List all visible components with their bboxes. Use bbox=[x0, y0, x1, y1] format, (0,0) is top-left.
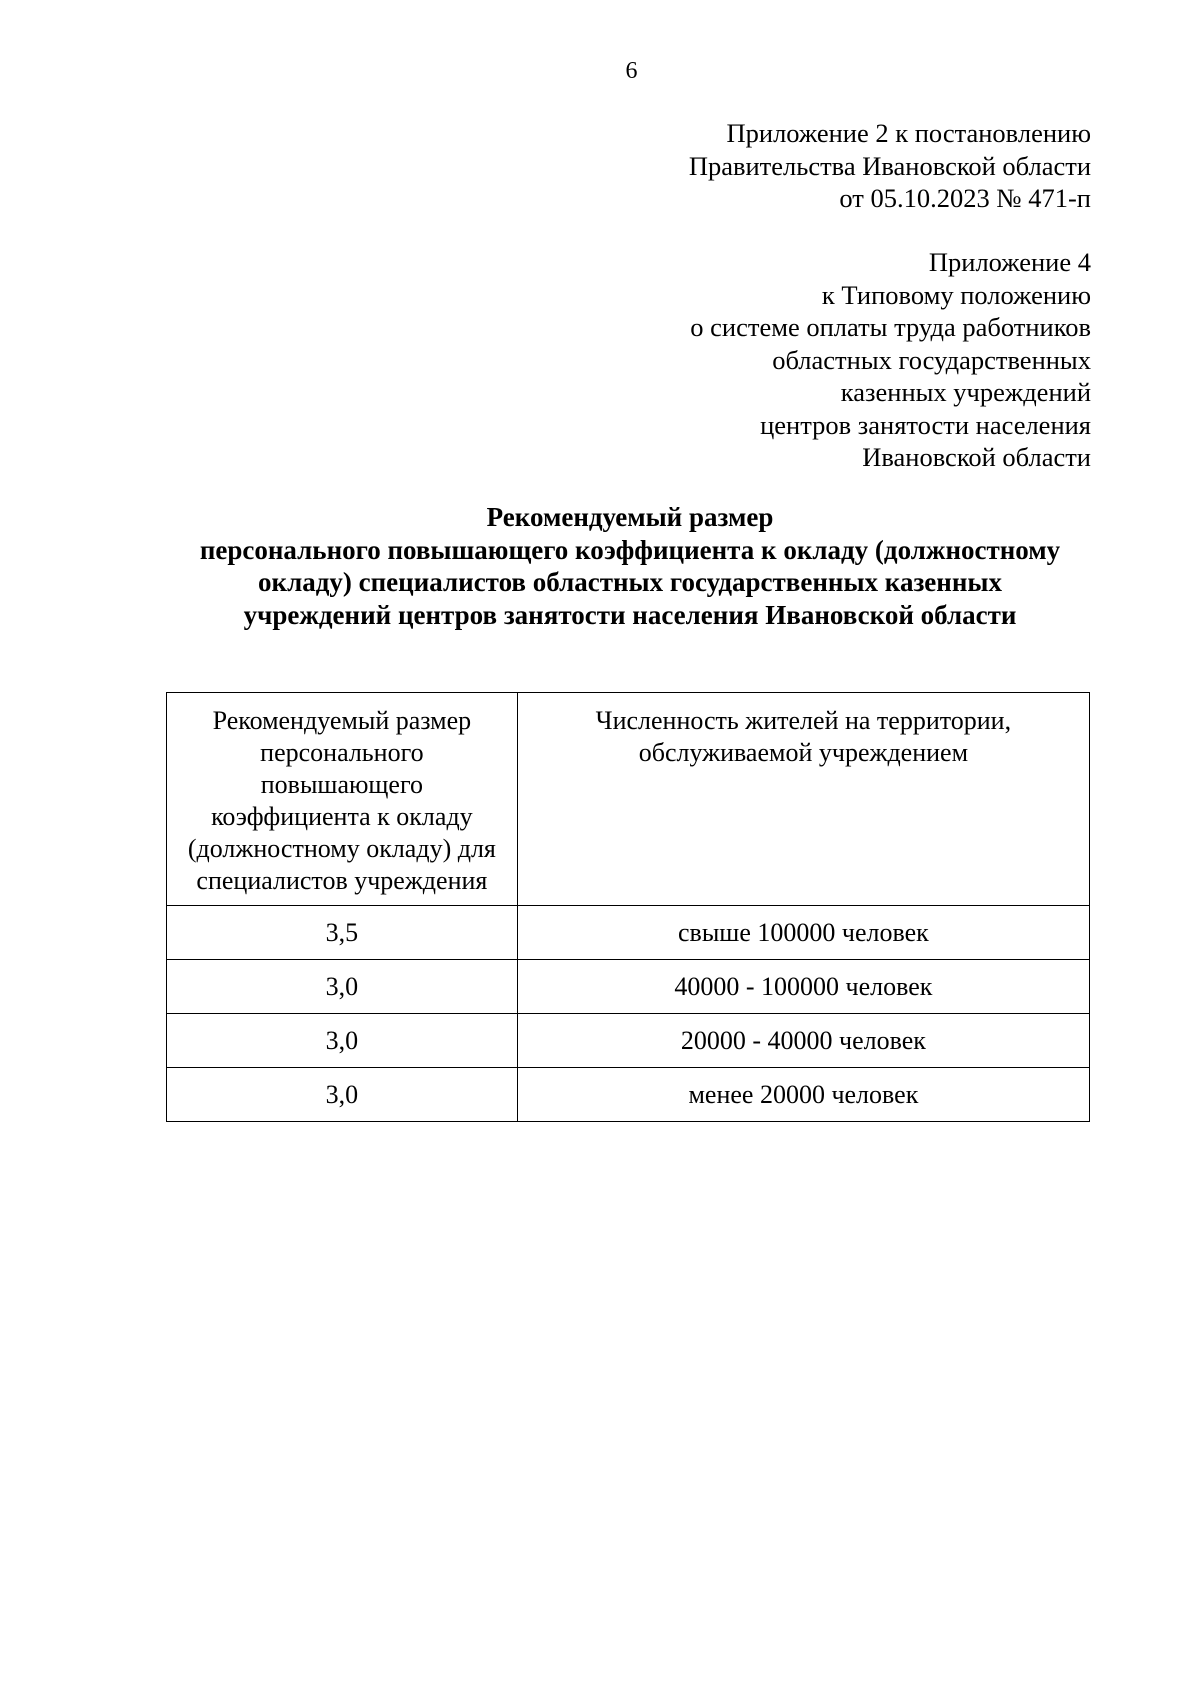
annex-line: Правительства Ивановской области bbox=[688, 150, 1091, 181]
title-line: персонального повышающего коэффициента к окладу (должностному bbox=[199, 534, 1061, 565]
coefficient-cell: 3,5 bbox=[167, 906, 518, 960]
header-line: обслуживаемой учреждением bbox=[638, 738, 969, 767]
annex-line: Приложение 2 к постановлению bbox=[726, 118, 1091, 148]
header-population bbox=[517, 693, 1089, 906]
population-cell: менее 20000 человек bbox=[517, 1068, 1089, 1122]
table-row bbox=[167, 1068, 1090, 1122]
annex-reference-resolution bbox=[689, 117, 1091, 215]
table-row bbox=[167, 960, 1090, 1014]
table-row bbox=[167, 906, 1090, 960]
coefficient-table bbox=[166, 692, 1090, 1122]
page-number: 6 bbox=[625, 58, 638, 84]
table-header-row bbox=[167, 693, 1090, 906]
header-line: (должностному окладу) для bbox=[187, 834, 496, 863]
annex-reference-regulation bbox=[690, 246, 1091, 474]
annex-line: от 05.10.2023 № 471-п bbox=[839, 183, 1091, 213]
header-coefficient bbox=[167, 693, 518, 906]
population-cell: 40000 - 100000 человек bbox=[517, 960, 1089, 1014]
header-line: специалистов учреждения bbox=[196, 866, 488, 895]
header-line: Численность жителей на территории, bbox=[595, 706, 1012, 735]
population-cell: 20000 - 40000 человек bbox=[517, 1014, 1089, 1068]
annex-line: центров занятости населения bbox=[760, 409, 1091, 440]
table-row bbox=[167, 1014, 1090, 1068]
header-line: персонального bbox=[260, 738, 424, 767]
title-line: окладу) специалистов областных государственных казенных bbox=[258, 567, 1002, 597]
coefficient-cell: 3,0 bbox=[167, 960, 518, 1014]
title-line: учреждений центров занятости населения Ивановской области bbox=[243, 599, 1017, 630]
population-cell: свыше 100000 человек bbox=[517, 906, 1089, 960]
annex-line: казенных учреждений bbox=[840, 377, 1091, 407]
annex-line: Ивановской области bbox=[862, 442, 1091, 472]
annex-line: Приложение 4 bbox=[928, 247, 1091, 277]
annex-line: о системе оплаты труда работников bbox=[690, 312, 1091, 342]
annex-line: областных государственных bbox=[772, 344, 1091, 375]
coefficient-cell: 3,0 bbox=[167, 1014, 518, 1068]
annex-line: к Типовому положению bbox=[821, 279, 1091, 310]
title-line: Рекомендуемый размер bbox=[486, 502, 774, 532]
header-line: повышающего bbox=[260, 770, 423, 799]
coefficient-cell: 3,0 bbox=[167, 1068, 518, 1122]
header-line: коэффициента к окладу bbox=[211, 802, 473, 831]
document-title bbox=[165, 501, 1095, 631]
header-line: Рекомендуемый размер bbox=[212, 706, 472, 735]
